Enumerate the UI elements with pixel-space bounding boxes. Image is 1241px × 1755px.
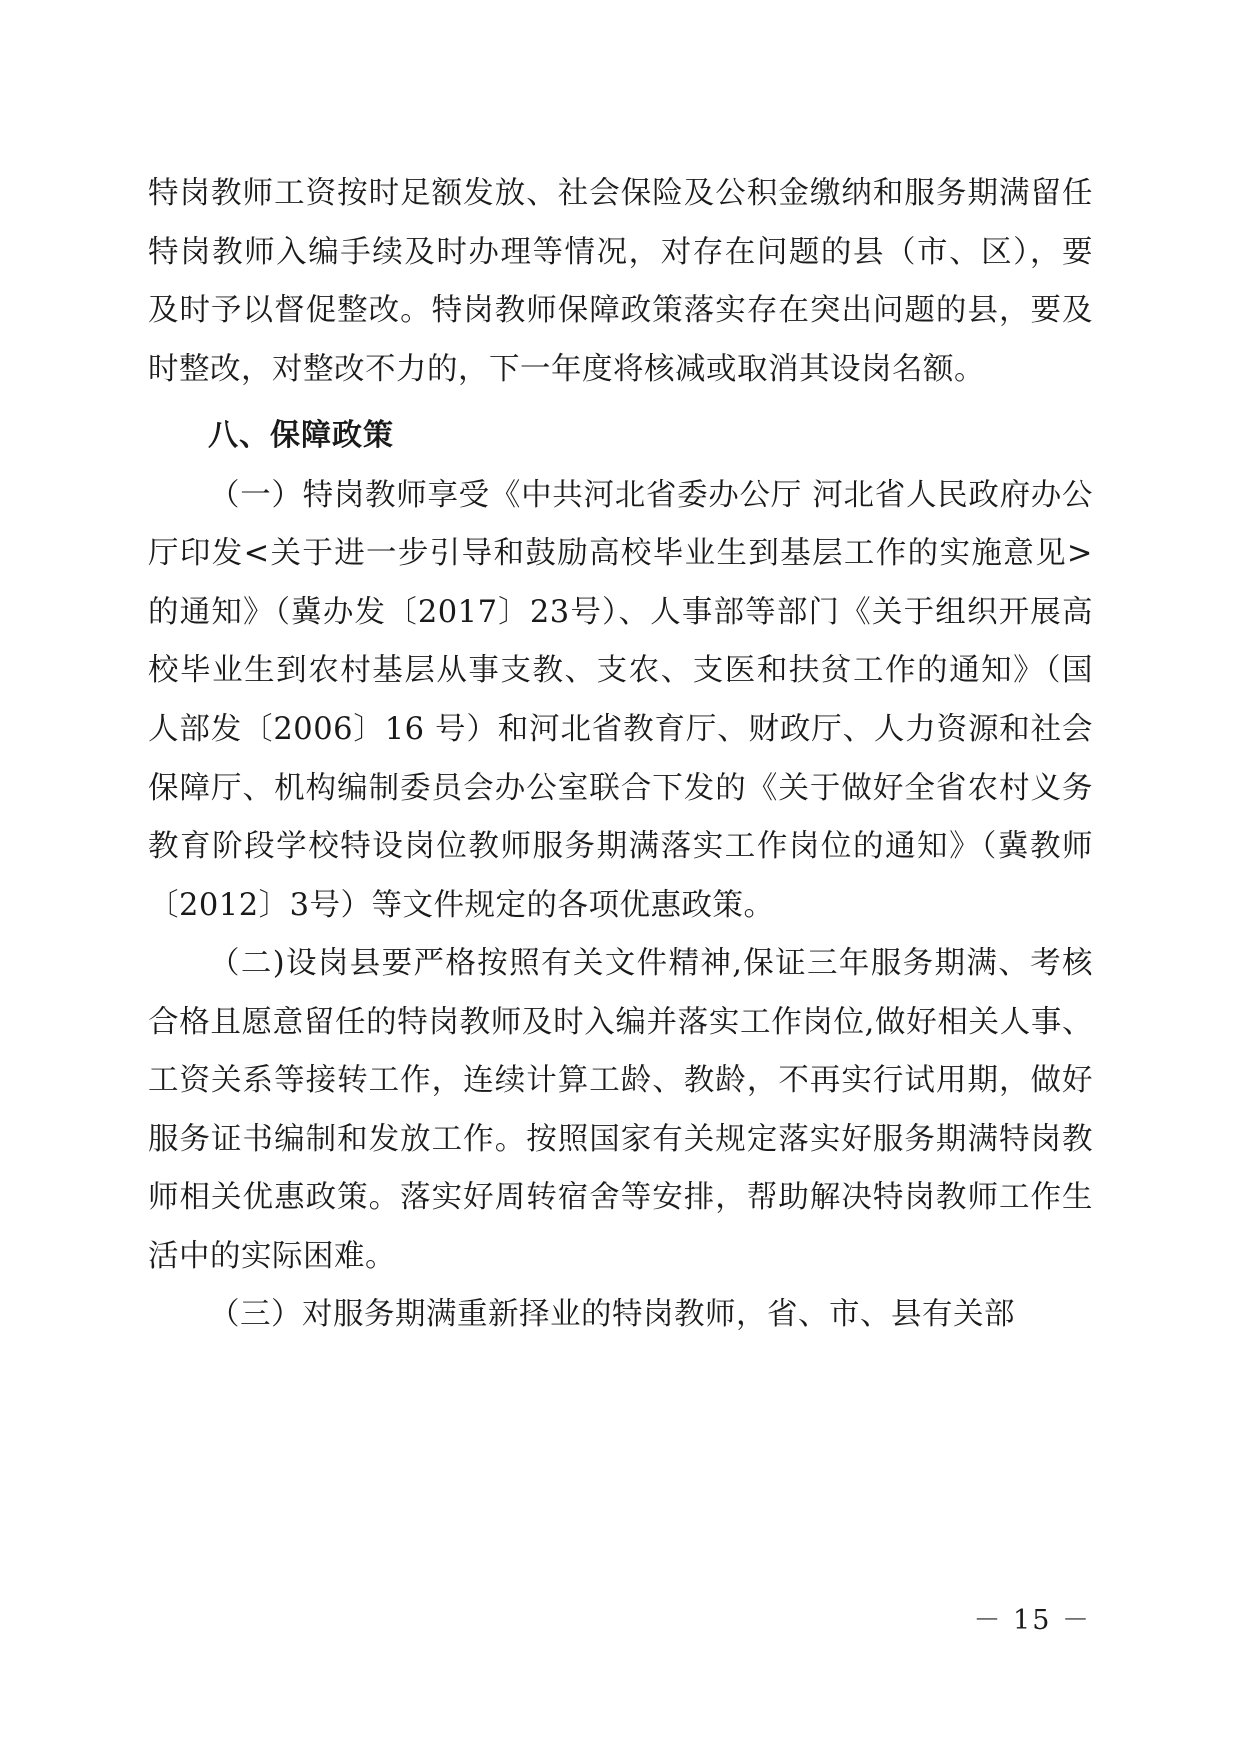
paragraph-supervision: 特岗教师工资按时足额发放、社会保险及公积金缴纳和服务期满留任特岗教师入编手续及时办理等情况，对存在问题的县（市、区），要及时予以督促整改。特岗教师保障政策落实存在突出问题的县，要及时整改，对整改不力的，下一年度将核减或取消其设岗名额。: [148, 176, 1093, 387]
paragraph-item-one: （一）特岗教师享受《中共河北省委办公厅 河北省人民政府办公厅印发<关于进一步引导和鼓励高校毕业生到基层工作的实施意见>的通知》（冀办发〔2017〕23号）、人事部等部门《关于组织开展高校毕业生到农村基层从事支教、支农、支医和扶贫工作的通知》（国人部发〔2006〕16 号）和河北省教育厅、财政厅、人力资源和社会保障厅、机构编制委员会办公室联合下发的《关于做好全省农村义务教育阶段学校特设岗位教师服务期满落实工作岗位的通知》（冀教师〔2012〕3号）等文件规定的各项优惠政策。: [148, 477, 1093, 923]
section-heading-guarantee-policy: 八、保障政策: [208, 418, 394, 454]
paragraph-item-three: （三）对服务期满重新择业的特岗教师，省、市、县有关部: [209, 1297, 1015, 1333]
paragraph-item-two: （二)设岗县要严格按照有关文件精神,保证三年服务期满、考核合格且愿意留任的特岗教师及时入编并落实工作岗位,做好相关人事、工资关系等接转工作，连续计算工龄、教龄，不再实行试用期，做好服务证书编制和发放工作。按照国家有关规定落实好服务期满特岗教师相关优惠政策。落实好周转宿舍等安排，帮助解决特岗教师工作生活中的实际困难。: [148, 946, 1093, 1274]
page-number: － 15 －: [973, 1605, 1091, 1636]
document-body: [148, 165, 1093, 1345]
